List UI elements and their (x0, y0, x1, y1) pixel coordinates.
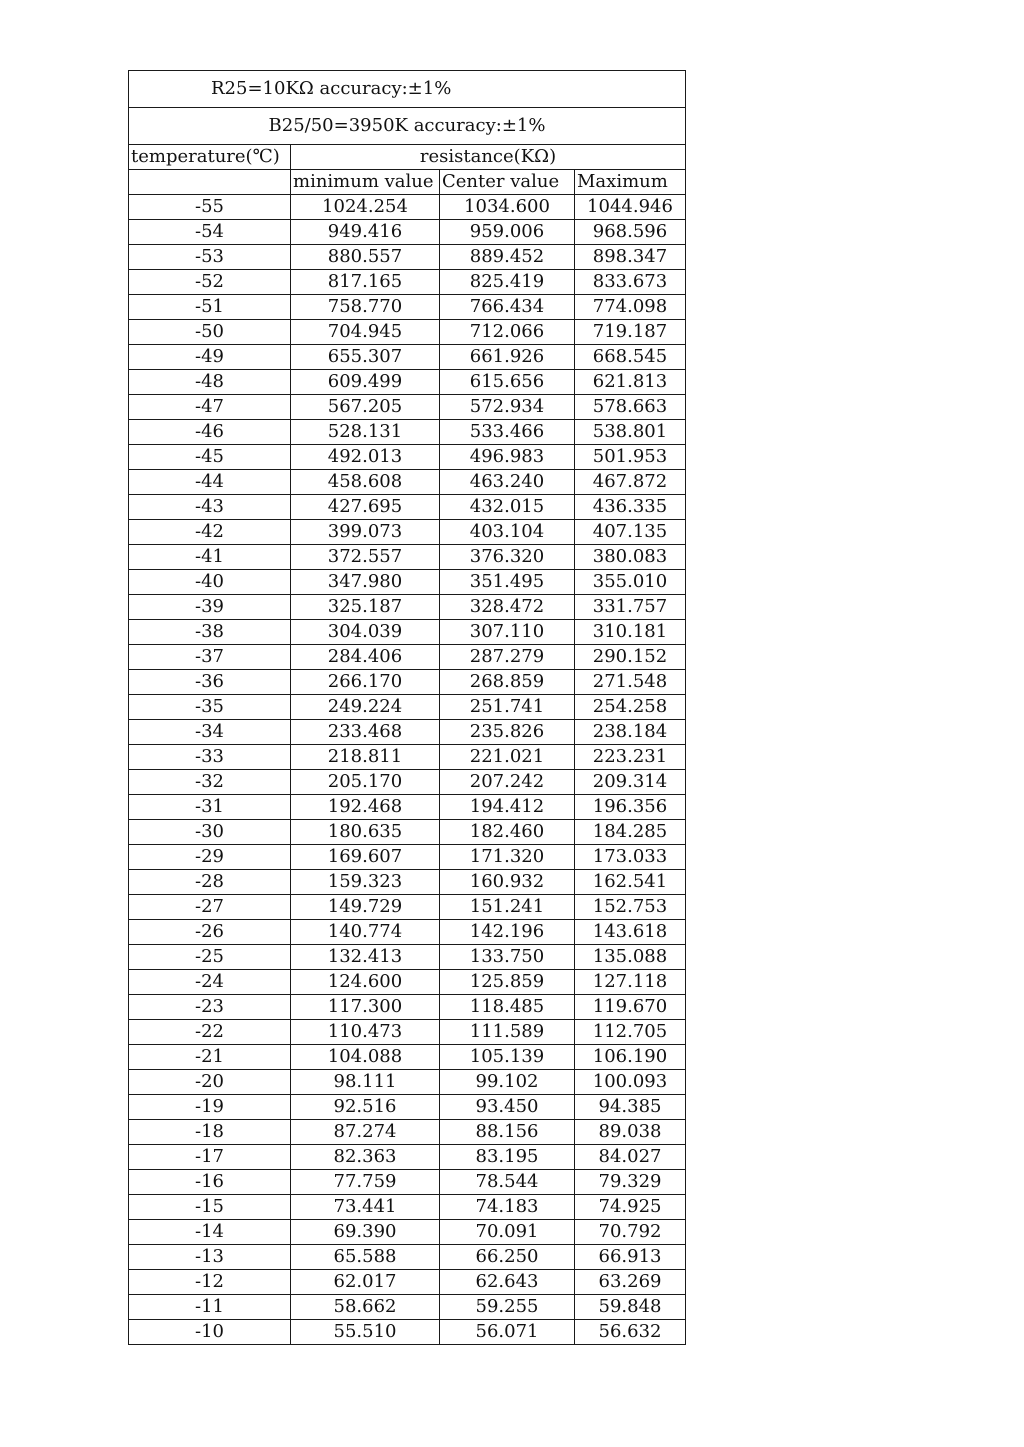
table-row (129, 495, 686, 520)
table-row (129, 820, 686, 845)
table-row (129, 270, 686, 295)
temperature-cell: -10 (129, 1320, 291, 1345)
table-row (129, 345, 686, 370)
center-value-cell: 376.320 (440, 545, 575, 570)
header-row-sub (129, 170, 686, 195)
center-value-cell: 151.241 (440, 895, 575, 920)
r25-accuracy-cell: R25=10KΩ accuracy:±1% (129, 71, 686, 108)
temperature-cell: -30 (129, 820, 291, 845)
minimum-value-cell: 492.013 (291, 445, 440, 470)
table-row (129, 570, 686, 595)
center-value-cell: 432.015 (440, 495, 575, 520)
center-value-cell: 766.434 (440, 295, 575, 320)
table-row (129, 295, 686, 320)
minimum-value-cell: 1024.254 (291, 195, 440, 220)
temperature-cell: -50 (129, 320, 291, 345)
table-row (129, 520, 686, 545)
maximum-value-cell: 501.953 (575, 445, 686, 470)
table-row (129, 795, 686, 820)
maximum-value-cell: 407.135 (575, 520, 686, 545)
center-value-cell: 70.091 (440, 1220, 575, 1245)
temperature-cell: -26 (129, 920, 291, 945)
table-row (129, 195, 686, 220)
table-row (129, 995, 686, 1020)
table-row (129, 945, 686, 970)
table-row (129, 445, 686, 470)
center-value-cell: 99.102 (440, 1070, 575, 1095)
minimum-value-cell: 104.088 (291, 1045, 440, 1070)
center-value-cell: 83.195 (440, 1145, 575, 1170)
minimum-value-cell: 73.441 (291, 1195, 440, 1220)
table-row (129, 595, 686, 620)
center-value-cell: 572.934 (440, 395, 575, 420)
maximum-value-cell: 254.258 (575, 695, 686, 720)
table-row (129, 845, 686, 870)
center-value-cell: 182.460 (440, 820, 575, 845)
minimum-value-cell: 132.413 (291, 945, 440, 970)
table-row (129, 320, 686, 345)
minimum-value-cell: 704.945 (291, 320, 440, 345)
temperature-cell: -13 (129, 1245, 291, 1270)
temperature-cell: -21 (129, 1045, 291, 1070)
minimum-value-cell: 65.588 (291, 1245, 440, 1270)
table-row (129, 1120, 686, 1145)
minimum-value-cell: 304.039 (291, 620, 440, 645)
minimum-value-cell: 284.406 (291, 645, 440, 670)
table-row (129, 1070, 686, 1095)
maximum-value-cell: 112.705 (575, 1020, 686, 1045)
table-row (129, 1170, 686, 1195)
temperature-cell: -17 (129, 1145, 291, 1170)
minimum-value-cell: 92.516 (291, 1095, 440, 1120)
minimum-value-cell: 110.473 (291, 1020, 440, 1045)
center-value-cell: 287.279 (440, 645, 575, 670)
temperature-cell: -28 (129, 870, 291, 895)
temperature-cell: -12 (129, 1270, 291, 1295)
temperature-cell: -43 (129, 495, 291, 520)
center-value-cell: 88.156 (440, 1120, 575, 1145)
center-value-cell: 118.485 (440, 995, 575, 1020)
table-row (129, 695, 686, 720)
maximum-value-cell: 94.385 (575, 1095, 686, 1120)
maximum-value-cell: 152.753 (575, 895, 686, 920)
maximum-value-cell: 719.187 (575, 320, 686, 345)
maximum-value-cell: 238.184 (575, 720, 686, 745)
temperature-cell: -46 (129, 420, 291, 445)
header-row-main (129, 145, 686, 170)
maximum-value-cell: 196.356 (575, 795, 686, 820)
table-row (129, 620, 686, 645)
temperature-cell: -41 (129, 545, 291, 570)
center-value-cell: 496.983 (440, 445, 575, 470)
temperature-cell: -27 (129, 895, 291, 920)
table-row (129, 895, 686, 920)
minimum-value-cell: 58.662 (291, 1295, 440, 1320)
center-value-cell: 59.255 (440, 1295, 575, 1320)
maximum-value-cell: 668.545 (575, 345, 686, 370)
temperature-cell: -36 (129, 670, 291, 695)
center-value-cell: 615.656 (440, 370, 575, 395)
maximum-value-cell: 310.181 (575, 620, 686, 645)
maximum-value-cell: 106.190 (575, 1045, 686, 1070)
blank-header-cell (129, 170, 291, 195)
maximum-value-cell: 436.335 (575, 495, 686, 520)
title-row-b2550 (129, 108, 686, 145)
minimum-value-cell: 98.111 (291, 1070, 440, 1095)
minimum-value-cell: 124.600 (291, 970, 440, 995)
center-value-cell: 712.066 (440, 320, 575, 345)
minimum-value-cell: 817.165 (291, 270, 440, 295)
center-value-cell: 533.466 (440, 420, 575, 445)
center-value-cell: 194.412 (440, 795, 575, 820)
temperature-cell: -23 (129, 995, 291, 1020)
center-value-cell: 268.859 (440, 670, 575, 695)
minimum-value-cell: 567.205 (291, 395, 440, 420)
minimum-value-cell: 347.980 (291, 570, 440, 595)
maximum-value-cell: 59.848 (575, 1295, 686, 1320)
temperature-cell: -18 (129, 1120, 291, 1145)
table-row (129, 1095, 686, 1120)
minimum-value-cell: 69.390 (291, 1220, 440, 1245)
temperature-cell: -40 (129, 570, 291, 595)
table-row (129, 395, 686, 420)
table-row (129, 770, 686, 795)
temperature-cell: -11 (129, 1295, 291, 1320)
center-value-cell: 661.926 (440, 345, 575, 370)
table-row (129, 970, 686, 995)
temperature-cell: -25 (129, 945, 291, 970)
maximum-value-cell: 79.329 (575, 1170, 686, 1195)
maximum-value-cell: 84.027 (575, 1145, 686, 1170)
table-row (129, 670, 686, 695)
minimum-value-cell: 249.224 (291, 695, 440, 720)
center-value-cell: 74.183 (440, 1195, 575, 1220)
temperature-cell: -15 (129, 1195, 291, 1220)
title-row-r25 (129, 71, 686, 108)
minimum-value-cell: 77.759 (291, 1170, 440, 1195)
center-value-cell: 160.932 (440, 870, 575, 895)
minimum-value-cell: 149.729 (291, 895, 440, 920)
minimum-value-cell: 880.557 (291, 245, 440, 270)
temperature-cell: -38 (129, 620, 291, 645)
minimum-value-cell: 758.770 (291, 295, 440, 320)
center-value-cell: 133.750 (440, 945, 575, 970)
temperature-cell: -19 (129, 1095, 291, 1120)
center-value-cell: 235.826 (440, 720, 575, 745)
minimum-value-cell: 427.695 (291, 495, 440, 520)
center-value-cell: 111.589 (440, 1020, 575, 1045)
table-row (129, 220, 686, 245)
minimum-value-cell: 655.307 (291, 345, 440, 370)
maximum-value-cell: 70.792 (575, 1220, 686, 1245)
minimum-value-header: minimum value (291, 170, 440, 195)
minimum-value-cell: 62.017 (291, 1270, 440, 1295)
minimum-value-cell: 399.073 (291, 520, 440, 545)
table-row (129, 1295, 686, 1320)
table-row (129, 420, 686, 445)
maximum-value-cell: 89.038 (575, 1120, 686, 1145)
minimum-value-cell: 528.131 (291, 420, 440, 445)
table-row (129, 1145, 686, 1170)
center-value-cell: 78.544 (440, 1170, 575, 1195)
temperature-cell: -49 (129, 345, 291, 370)
minimum-value-cell: 55.510 (291, 1320, 440, 1345)
maximum-value-cell: 143.618 (575, 920, 686, 945)
temperature-cell: -52 (129, 270, 291, 295)
maximum-value-cell: 56.632 (575, 1320, 686, 1345)
center-value-cell: 1034.600 (440, 195, 575, 220)
minimum-value-cell: 609.499 (291, 370, 440, 395)
table-row (129, 1020, 686, 1045)
minimum-value-cell: 233.468 (291, 720, 440, 745)
center-value-cell: 105.139 (440, 1045, 575, 1070)
b2550-accuracy-cell: B25/50=3950K accuracy:±1% (129, 108, 686, 145)
maximum-value-cell: 1044.946 (575, 195, 686, 220)
maximum-value-cell: 271.548 (575, 670, 686, 695)
temperature-cell: -35 (129, 695, 291, 720)
maximum-value-cell: 380.083 (575, 545, 686, 570)
temperature-cell: -33 (129, 745, 291, 770)
temperature-header: temperature(℃) (129, 145, 291, 170)
table-row (129, 1195, 686, 1220)
center-value-cell: 62.643 (440, 1270, 575, 1295)
maximum-value-cell: 127.118 (575, 970, 686, 995)
table-row (129, 545, 686, 570)
maximum-value-cell: 209.314 (575, 770, 686, 795)
center-value-cell: 351.495 (440, 570, 575, 595)
maximum-value-cell: 833.673 (575, 270, 686, 295)
center-value-cell: 959.006 (440, 220, 575, 245)
center-value-cell: 66.250 (440, 1245, 575, 1270)
temperature-cell: -22 (129, 1020, 291, 1045)
table-row (129, 1045, 686, 1070)
table-row (129, 370, 686, 395)
maximum-value-cell: 355.010 (575, 570, 686, 595)
temperature-cell: -39 (129, 595, 291, 620)
maximum-value-cell: 898.347 (575, 245, 686, 270)
maximum-value-cell: 223.231 (575, 745, 686, 770)
maximum-value-cell: 578.663 (575, 395, 686, 420)
minimum-value-cell: 458.608 (291, 470, 440, 495)
temperature-cell: -20 (129, 1070, 291, 1095)
center-value-cell: 207.242 (440, 770, 575, 795)
maximum-value-cell: 467.872 (575, 470, 686, 495)
maximum-value-cell: 100.093 (575, 1070, 686, 1095)
center-value-cell: 221.021 (440, 745, 575, 770)
temperature-cell: -32 (129, 770, 291, 795)
temperature-cell: -16 (129, 1170, 291, 1195)
temperature-cell: -34 (129, 720, 291, 745)
maximum-value-cell: 119.670 (575, 995, 686, 1020)
minimum-value-cell: 159.323 (291, 870, 440, 895)
maximum-value-cell: 331.757 (575, 595, 686, 620)
center-value-cell: 307.110 (440, 620, 575, 645)
center-value-cell: 463.240 (440, 470, 575, 495)
center-value-cell: 171.320 (440, 845, 575, 870)
table-row (129, 1270, 686, 1295)
maximum-header: Maximum (575, 170, 686, 195)
temperature-cell: -37 (129, 645, 291, 670)
table-row (129, 720, 686, 745)
maximum-value-cell: 173.033 (575, 845, 686, 870)
maximum-value-cell: 290.152 (575, 645, 686, 670)
minimum-value-cell: 82.363 (291, 1145, 440, 1170)
center-value-cell: 889.452 (440, 245, 575, 270)
resistance-table (128, 70, 686, 1345)
temperature-cell: -29 (129, 845, 291, 870)
temperature-cell: -42 (129, 520, 291, 545)
table-row (129, 1320, 686, 1345)
center-value-cell: 56.071 (440, 1320, 575, 1345)
center-value-cell: 825.419 (440, 270, 575, 295)
maximum-value-cell: 774.098 (575, 295, 686, 320)
temperature-cell: -14 (129, 1220, 291, 1245)
center-value-cell: 125.859 (440, 970, 575, 995)
table-row (129, 745, 686, 770)
minimum-value-cell: 117.300 (291, 995, 440, 1020)
table-row (129, 1220, 686, 1245)
table-row (129, 470, 686, 495)
temperature-cell: -24 (129, 970, 291, 995)
minimum-value-cell: 325.187 (291, 595, 440, 620)
maximum-value-cell: 538.801 (575, 420, 686, 445)
minimum-value-cell: 218.811 (291, 745, 440, 770)
center-value-cell: 403.104 (440, 520, 575, 545)
center-value-cell: 93.450 (440, 1095, 575, 1120)
temperature-cell: -47 (129, 395, 291, 420)
maximum-value-cell: 162.541 (575, 870, 686, 895)
table-row (129, 920, 686, 945)
minimum-value-cell: 140.774 (291, 920, 440, 945)
minimum-value-cell: 266.170 (291, 670, 440, 695)
minimum-value-cell: 372.557 (291, 545, 440, 570)
temperature-cell: -53 (129, 245, 291, 270)
minimum-value-cell: 192.468 (291, 795, 440, 820)
minimum-value-cell: 87.274 (291, 1120, 440, 1145)
temperature-cell: -44 (129, 470, 291, 495)
temperature-cell: -45 (129, 445, 291, 470)
temperature-cell: -31 (129, 795, 291, 820)
minimum-value-cell: 169.607 (291, 845, 440, 870)
temperature-cell: -55 (129, 195, 291, 220)
maximum-value-cell: 66.913 (575, 1245, 686, 1270)
center-value-cell: 142.196 (440, 920, 575, 945)
maximum-value-cell: 74.925 (575, 1195, 686, 1220)
center-value-cell: 328.472 (440, 595, 575, 620)
maximum-value-cell: 968.596 (575, 220, 686, 245)
table-row (129, 870, 686, 895)
center-value-header: Center value (440, 170, 575, 195)
minimum-value-cell: 949.416 (291, 220, 440, 245)
table-row (129, 645, 686, 670)
minimum-value-cell: 180.635 (291, 820, 440, 845)
maximum-value-cell: 621.813 (575, 370, 686, 395)
temperature-cell: -54 (129, 220, 291, 245)
temperature-cell: -51 (129, 295, 291, 320)
center-value-cell: 251.741 (440, 695, 575, 720)
minimum-value-cell: 205.170 (291, 770, 440, 795)
temperature-cell: -48 (129, 370, 291, 395)
table-row (129, 245, 686, 270)
maximum-value-cell: 135.088 (575, 945, 686, 970)
maximum-value-cell: 184.285 (575, 820, 686, 845)
table-row (129, 1245, 686, 1270)
maximum-value-cell: 63.269 (575, 1270, 686, 1295)
resistance-header: resistance(KΩ) (291, 145, 686, 170)
